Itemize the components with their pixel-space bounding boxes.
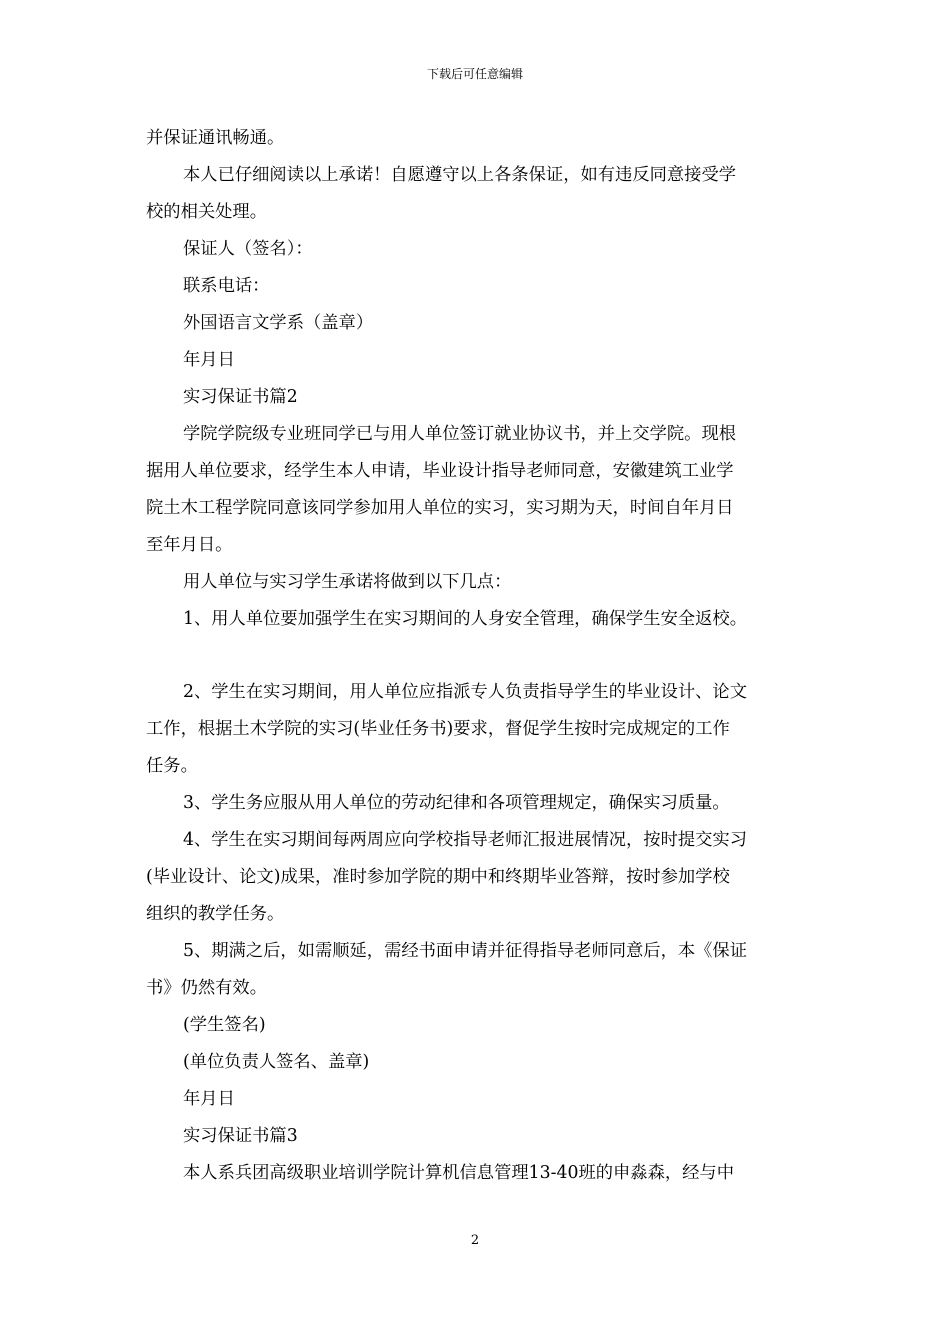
- text-line: 本人系兵团高级职业培训学院计算机信息管理13-40班的申淼森，经与中: [183, 1163, 734, 1183]
- text-line: 书》仍然有效。: [146, 978, 267, 998]
- list-item: 4、学生在实习期间每两周应向学校指导老师汇报进展情况，按时提交实习: [183, 830, 747, 850]
- page-header: 下载后可任意编辑: [426, 67, 523, 81]
- text-line: (毕业设计、论文)成果，准时参加学院的期中和终期毕业答辩，按时参加学校: [146, 867, 730, 887]
- student-signature-label: (学生签名): [183, 1015, 266, 1035]
- phone-label: 联系电话：: [183, 276, 270, 296]
- text-line: 院土木工程学院同意该同学参加用人单位的实习，实习期为天，时间自年月日: [146, 498, 734, 518]
- text-line: 据用人单位要求，经学生本人申请，毕业设计指导老师同意，安徽建筑工业学: [146, 461, 734, 481]
- list-item: 1、用人单位要加强学生在实习期间的人身安全管理，确保学生安全返校。: [183, 609, 747, 629]
- text-line: 用人单位与实习学生承诺将做到以下几点：: [183, 572, 512, 592]
- text-line: 至年月日。: [146, 535, 233, 555]
- text-line: 校的相关处理。: [146, 202, 267, 222]
- list-item: 2、学生在实习期间，用人单位应指派专人负责指导学生的毕业设计、论文: [183, 682, 747, 702]
- department-stamp-label: 外国语言文学系（盖章）: [183, 313, 374, 333]
- section-heading: 实习保证书篇2: [183, 387, 298, 407]
- unit-signature-label: (单位负责人签名、盖章): [183, 1052, 370, 1072]
- text-line: 并保证通讯畅通。: [146, 128, 285, 148]
- text-line: 本人已仔细阅读以上承诺！自愿遵守以上各条保证，如有违反同意接受学: [183, 165, 737, 185]
- section-heading: 实习保证书篇3: [183, 1126, 298, 1146]
- list-item: 3、学生务应服从用人单位的劳动纪律和各项管理规定，确保实习质量。: [183, 793, 730, 813]
- text-line: 组织的教学任务。: [146, 904, 285, 924]
- date-label: 年月日: [183, 350, 235, 370]
- text-line: 工作，根据土木学院的实习(毕业任务书)要求，督促学生按时完成规定的工作: [146, 719, 730, 739]
- list-item: 5、期满之后，如需顺延，需经书面申请并征得指导老师同意后，本《保证: [183, 941, 747, 961]
- text-line: 任务。: [146, 756, 198, 776]
- text-line: 学院学院级专业班同学已与用人单位签订就业协议书，并上交学院。现根: [183, 424, 737, 444]
- signature-label: 保证人（签名）：: [183, 239, 313, 259]
- page-number: 2: [470, 1233, 480, 1248]
- date-label: 年月日: [183, 1089, 235, 1109]
